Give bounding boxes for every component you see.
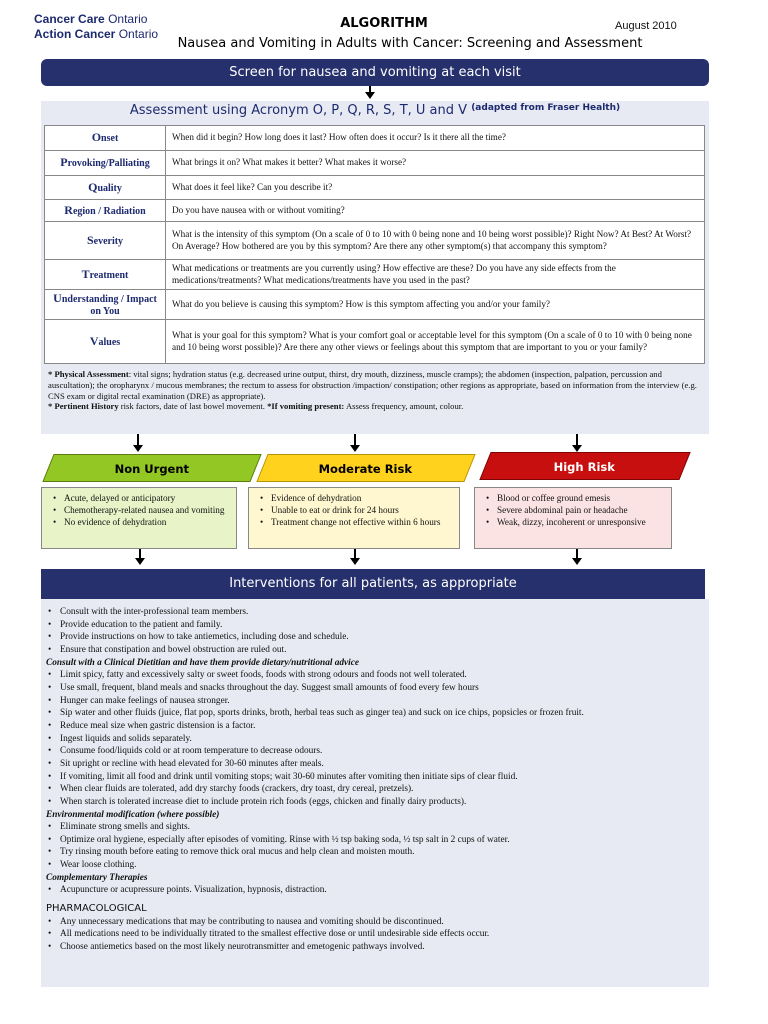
list-item: • No evidence of dehydration — [50, 516, 230, 528]
assessment-notes — [48, 369, 708, 412]
row-question: What brings it on? What makes it better? What makes it worse? — [166, 151, 705, 176]
list-item: • Provide education to the patient and family. — [46, 619, 706, 632]
list-item: • Treatment change not effective within 6 hours — [257, 516, 453, 528]
list-item: • Chemotherapy-related nausea and vomiting — [50, 504, 230, 516]
assessment-title — [41, 103, 709, 118]
interventions-list — [46, 606, 706, 954]
risk-moderate-band — [256, 454, 475, 482]
list-item: • Wear loose clothing. — [46, 859, 706, 872]
opqrstuv-table — [44, 125, 705, 364]
list-item: • Evidence of dehydration — [257, 492, 453, 504]
list-item: • Blood or coffee ground emesis — [483, 492, 665, 504]
row-question: What medications or treatments are you currently using? How effective are these? Do you have any side effects from the medications/treatments? What medications/treatments have you used in the past? — [166, 260, 705, 290]
list-item: • When clear fluids are tolerated, add dry starchy foods (crackers, dry toast, dry cereal, pretzels). — [46, 783, 706, 796]
risk-high-title: High Risk — [553, 460, 616, 474]
assessment-title-text: Assessment using Acronym O, P, Q, R, S, T, U and V — [129, 103, 468, 118]
row-question: What does it feel like? Can you describe it? — [166, 176, 705, 200]
list-item: • Weak, dizzy, incoherent or unresponsive — [483, 516, 665, 528]
list-item: • Ingest liquids and solids separately. — [46, 733, 706, 746]
table-row — [45, 126, 705, 151]
list-item: • Use small, frequent, bland meals and snacks throughout the day. Suggest small amounts of food every few hours — [46, 682, 706, 695]
list-item: • If vomiting, limit all food and drink until vomiting stops; wait 30-60 minutes after vomiting then initiate sips of clear fluid. — [46, 771, 706, 784]
logo-line1-rest: Ontario — [108, 12, 148, 26]
risk-high-band — [479, 452, 690, 480]
row-label: Provoking/Palliating — [45, 151, 166, 176]
row-label: Values — [45, 320, 166, 364]
logo-line1-bold: Cancer Care — [34, 12, 105, 26]
list-item: • Try rinsing mouth before eating to remove thick oral mucus and help clean and moisten mouth. — [46, 846, 706, 859]
list-item: • Provide instructions on how to take antiemetics, including dose and schedule. — [46, 631, 706, 644]
physical-assessment-text: : vital signs; hydration status (e.g. decreased urine output, thirst, dry mouth, dizziness, muscle cramps); the abdomen (inspection, palpation, percussion and auscultation); the oropharynx / mucous membranes; the rectum to assess for obstruction /impaction/ constipation; other regions as appropriate, based on information from the interview (e.g. CNS exam or digital rectal examination (DRE) as appropriate). — [48, 369, 697, 401]
logo-line2-rest: Ontario — [118, 27, 159, 41]
arrow-down-icon — [139, 549, 141, 560]
diet-heading: Consult with a Clinical Dietitian and have them provide dietary/nutritional advice — [46, 657, 360, 668]
list-item: • Ensure that constipation and bowel obstruction are ruled out. — [46, 644, 706, 657]
arrow-down-icon — [576, 434, 578, 447]
list-item: • Choose antiemetics based on the most likely neurotransmitter and emetogenic pathways involved. — [46, 941, 706, 954]
environment-heading: Environmental modification (where possible) — [46, 809, 220, 820]
row-question: What do you believe is causing this symptom? How is this symptom affecting you and/or your family? — [166, 290, 705, 320]
row-label: Onset — [45, 126, 166, 151]
list-item: • Unable to eat or drink for 24 hours — [257, 504, 453, 516]
pertinent-history-text: risk factors, date of last bowel movement. — [118, 401, 268, 412]
list-item: • Acute, delayed or anticipatory — [50, 492, 230, 504]
table-row — [45, 290, 705, 320]
row-label: Treatment — [45, 260, 166, 290]
document-date: August 2010 — [615, 20, 677, 32]
complementary-heading: Complementary Therapies — [46, 872, 148, 883]
row-label: Severity — [45, 222, 166, 260]
document-title: ALGORITHM — [340, 16, 428, 31]
risk-non-urgent-box — [41, 487, 237, 549]
row-question: Do you have nausea with or without vomiting? — [166, 200, 705, 222]
list-item: • Sip water and other fluids (juice, flat pop, sports drinks, broth, herbal teas such as ginger tea) and suck on ice chips, popsicles or frozen fruit. — [46, 707, 706, 720]
arrow-down-icon — [576, 549, 578, 560]
list-item: • Hunger can make feelings of nausea stronger. — [46, 695, 706, 708]
table-row — [45, 260, 705, 290]
list-item: • All medications need to be individually titrated to the smallest effective dose or until undesirable side effects occur. — [46, 928, 706, 941]
row-label: Region / Radiation — [45, 200, 166, 222]
physical-assessment-label: * Physical Assessment — [48, 369, 129, 379]
risk-non-urgent-title: Non Urgent — [114, 462, 189, 476]
arrow-down-icon — [354, 434, 356, 447]
list-item: • Optimize oral hygiene, especially after episodes of vomiting. Rinse with ½ tsp baking soda, ½ tsp salt in 2 cups of water. — [46, 834, 706, 847]
vomiting-present-label: *If vomiting present: — [267, 401, 345, 412]
pertinent-history-label: * Pertinent History — [48, 401, 119, 412]
table-row — [45, 320, 705, 364]
row-question: What is your goal for this symptom? What is your comfort goal or acceptable level for this symptom (On a scale of 0 to 10 with 0 being none and 10 being worst possible)? Are there any other views or feelings about this symptom that are important to you or your family? — [166, 320, 705, 364]
table-row — [45, 222, 705, 260]
vomiting-present-text: Assess frequency, amount, colour. — [344, 401, 464, 412]
list-item: • Any unnecessary medications that may be contributing to nausea and vomiting should be discontinued. — [46, 916, 706, 929]
list-item: • When starch is tolerated increase diet to include protein rich foods (eggs, chicken and finally dairy products). — [46, 796, 706, 809]
list-item: • Limit spicy, fatty and excessively salty or sweet foods, foods with strong odours and foods not well tolerated. — [46, 669, 706, 682]
arrow-down-icon — [369, 86, 371, 94]
risk-moderate-title: Moderate Risk — [318, 462, 413, 476]
list-item: • Severe abdominal pain or headache — [483, 504, 665, 516]
risk-non-urgent-band — [42, 454, 261, 482]
risk-moderate-box — [248, 487, 460, 549]
row-label: Quality — [45, 176, 166, 200]
pharmacological-heading: PHARMACOLOGICAL — [46, 903, 147, 915]
table-row — [45, 176, 705, 200]
list-item: • Consult with the inter-professional team members. — [46, 606, 706, 619]
risk-high-box — [474, 487, 672, 549]
screen-banner: Screen for nausea and vomiting at each visit — [41, 59, 709, 86]
list-item: • Acupuncture or acupressure points. Visualization, hypnosis, distraction. — [46, 884, 706, 897]
list-item: • Consume food/liquids cold or at room temperature to decrease odours. — [46, 745, 706, 758]
assessment-source: (adapted from Fraser Health) — [471, 103, 621, 113]
row-label: Understanding / Impact on You — [45, 290, 166, 320]
list-item: • Sit upright or recline with head elevated for 30-60 minutes after meals. — [46, 758, 706, 771]
arrow-down-icon — [137, 434, 139, 447]
list-item: • Eliminate strong smells and sights. — [46, 821, 706, 834]
document-subtitle: Nausea and Vomiting in Adults with Cancer: Screening and Assessment — [177, 36, 643, 51]
row-question: What is the intensity of this symptom (On a scale of 0 to 10 with 0 being none and 10 being worst possible)? Right Now? At Best? At Worst? On Average? How bothered are you by this symptom? Are there any other symptom(s) that accompany this symptom? — [166, 222, 705, 260]
row-question: When did it begin? How long does it last? How often does it occur? Is it there all the time? — [166, 126, 705, 151]
table-row — [45, 151, 705, 176]
list-item: • Reduce meal size when gastric distension is a factor. — [46, 720, 706, 733]
arrow-down-icon — [354, 549, 356, 560]
interventions-banner: Interventions for all patients, as appropriate — [41, 569, 705, 599]
logo-line2-bold: Action Cancer — [34, 27, 116, 41]
table-row — [45, 200, 705, 222]
